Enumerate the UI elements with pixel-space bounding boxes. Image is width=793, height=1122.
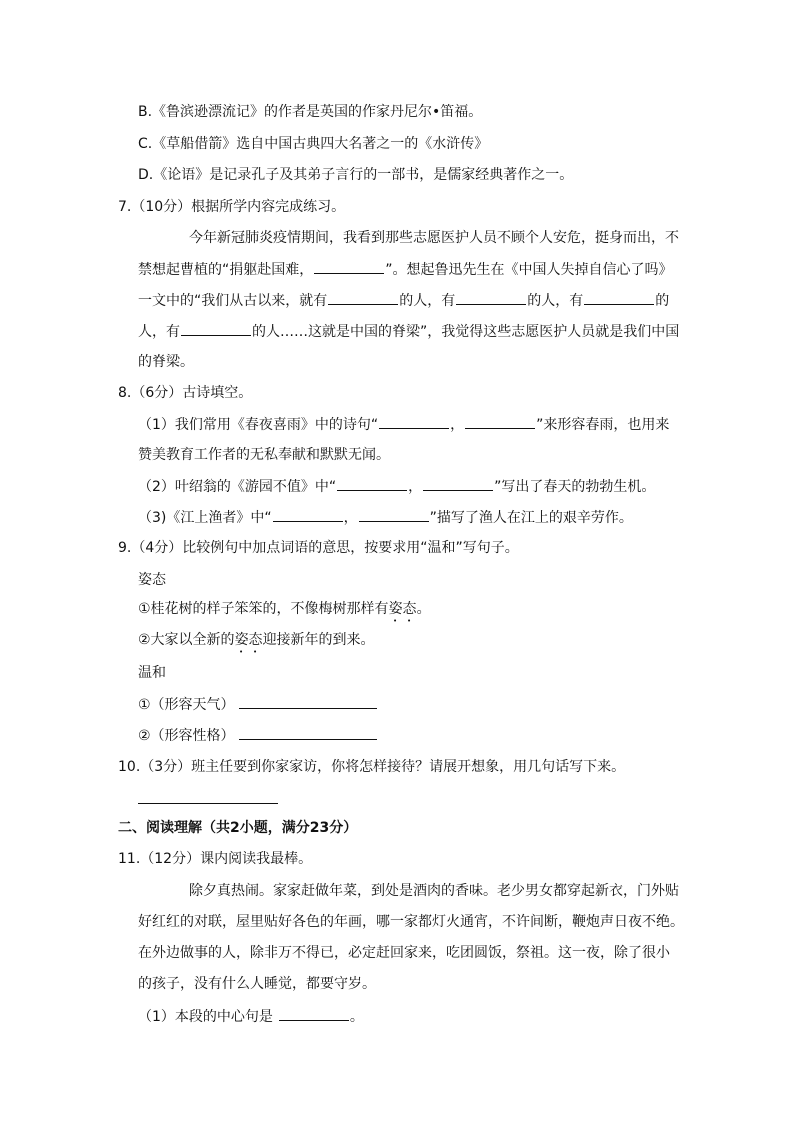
q9-text: ②大家以全新的 (138, 632, 235, 648)
q8-text: ”写出了春天的勃勃生机。 (494, 479, 656, 495)
q6-option-b: B.《鲁滨逊漂流记》的作者是英国的作家丹尼尔•笛福。 (138, 104, 483, 120)
q11-passage-line-3: 在外边做事的人，除非万不得已，必定赶回家来，吃团圆饭，祭祖。这一夜，除了很小 (138, 945, 670, 961)
q7-title: 7.（10分）根据所学内容完成练习。 (118, 199, 346, 215)
q11-title: 11.（12分）课内阅读我最棒。 (118, 851, 313, 867)
q7-paragraph-line-1: 今年新冠肺炎疫情期间，我看到那些志愿医护人员不顾个人安危，挺身而出，不 (189, 230, 679, 246)
q7-paragraph-line-2 (138, 259, 673, 279)
q7-blank-2[interactable] (328, 290, 398, 305)
q7-blank-5[interactable] (181, 321, 251, 336)
q9-text: 。 (416, 601, 431, 617)
q8-title: 8.（6分）古诗填空。 (118, 385, 253, 401)
q11-blank-1[interactable] (279, 1006, 349, 1021)
q11-text: （1）本段的中心句是 (138, 1009, 273, 1025)
q9-text: ①（形容天气） (138, 697, 235, 713)
q9-answer-blank-1[interactable] (239, 694, 377, 709)
q8-text: ， (450, 417, 465, 433)
q8-blank-1[interactable] (379, 414, 449, 429)
q7-text: 的人，有 (527, 293, 584, 309)
q8-blank-6[interactable] (359, 507, 429, 522)
q8-text: ， (408, 479, 423, 495)
q8-blank-5[interactable] (273, 507, 343, 522)
q9-example-2 (138, 630, 375, 650)
q7-blank-3[interactable] (456, 290, 526, 305)
q9-text: ①桂花树的样子笨笨的，不像梅树那样有 (138, 601, 389, 617)
q10-title: 10.（3分）班主任要到你家家访，你将怎样接待？请展开想象，用几句话写下来。 (118, 759, 626, 775)
q9-word-2: 温和 (138, 665, 166, 681)
q9-answer-blank-2[interactable] (239, 725, 377, 740)
section-heading: 二、阅读理解（共2小题，满分23分） (118, 820, 358, 836)
q7-text: ”。想起鲁迅先生在《中国人失掉自信心了吗》 (385, 262, 673, 278)
q7-paragraph-line-3 (138, 290, 669, 310)
q11-passage-line-4: 的孩子，没有什么人睡觉，都要守岁。 (138, 976, 376, 992)
q9-word-1: 姿态 (138, 572, 166, 588)
q8-text: ”来形容春雨，也用来 (536, 417, 670, 433)
q9-example-1 (138, 599, 431, 619)
q9-text: 迎接新年的到来。 (262, 632, 375, 648)
q8-sub-1-cont: 赞美教育工作者的无私奉献和默默无闻。 (138, 447, 390, 463)
q7-text: 一文中的“我们从古以来，就有 (138, 293, 328, 309)
q9-text: ②（形容性格） (138, 728, 235, 744)
q11-passage-line-2: 好红红的对联，屋里贴好各色的年画，哪一家都灯火通宵，不许间断，鞭炮声日夜不绝。 (138, 914, 684, 930)
q9-dotted-word: 姿态 (388, 601, 417, 617)
q9-dotted-word: 姿态 (234, 632, 263, 648)
q9-title: 9.（4分）比较例句中加点词语的意思，按要求用“温和”写句子。 (118, 540, 519, 556)
q8-blank-2[interactable] (465, 414, 535, 429)
q8-sub-2 (138, 476, 655, 496)
q6-option-d: D.《论语》是记录孔子及其弟子言行的一部书，是儒家经典著作之一。 (138, 167, 574, 183)
q7-text: 人，有 (138, 324, 180, 340)
q7-text: 的人，有 (399, 293, 456, 309)
q8-text: （3)《江上渔者》中“ (138, 510, 272, 526)
q8-text: ， (343, 510, 358, 526)
q7-text: 的人……这就是中国的脊梁”，我觉得这些志愿医护人员就是我们中国 (252, 324, 680, 340)
q8-text: （1）我们常用《春夜喜雨》中的诗句“ (138, 417, 379, 433)
q7-paragraph-line-5: 的脊梁。 (138, 354, 194, 370)
q6-option-c: C.《草船借箭》选自中国古典四大名著之一的《水浒传》 (138, 136, 489, 152)
q7-paragraph-line-4 (138, 321, 679, 341)
q8-blank-4[interactable] (423, 476, 493, 491)
q7-text: 的 (655, 293, 670, 309)
q11-sub-1 (138, 1006, 364, 1026)
q8-sub-3 (138, 507, 633, 527)
q8-sub-1 (138, 414, 669, 434)
q8-blank-3[interactable] (337, 476, 407, 491)
q7-blank-4[interactable] (584, 290, 654, 305)
q8-text: （2）叶绍翁的《游园不值》中“ (138, 479, 337, 495)
q7-blank-1[interactable] (314, 259, 384, 274)
q11-passage-line-1: 除夕真热闹。家家赶做年菜，到处是酒肉的香味。老少男女都穿起新衣，门外贴 (189, 883, 679, 899)
q8-text: ”描写了渔人在江上的艰辛劳作。 (429, 510, 633, 526)
q9-requirement-1 (138, 694, 378, 714)
q7-text: 禁想起曹植的“捐躯赴国难， (138, 262, 314, 278)
q11-text: 。 (349, 1009, 364, 1025)
q10-answer-blank[interactable] (138, 803, 278, 804)
q9-requirement-2 (138, 725, 378, 745)
